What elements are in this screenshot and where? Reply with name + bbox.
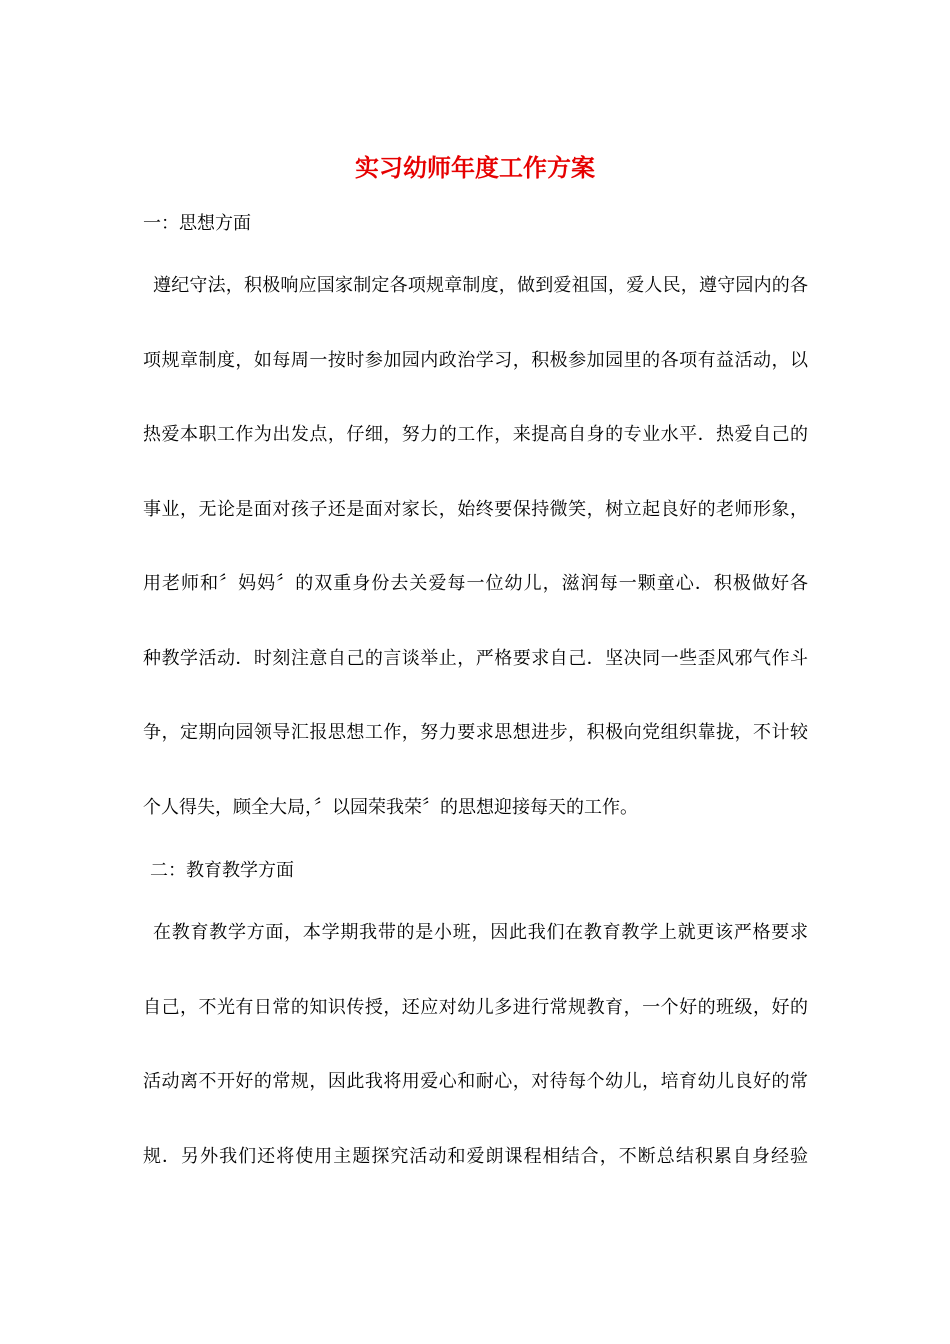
- paragraph-line: 个人得失，顾全大局，〞以园荣我荣〞的思想迎接每天的工作。: [143, 797, 638, 818]
- section-heading-thought: 一：思想方面: [143, 213, 251, 234]
- paragraph-line: 在教育教学方面，本学期我带的是小班，因此我们在教育教学上就更该严格要求: [153, 922, 808, 943]
- document-title: 实习幼师年度工作方案: [355, 153, 595, 182]
- paragraph-line: 事业，无论是面对孩子还是面对家长，始终要保持微笑，树立起良好的老师形象，: [143, 499, 808, 520]
- paragraph-line: 规．另外我们还将使用主题探究活动和爱朗课程相结合，不断总结积累自身经验: [143, 1146, 808, 1167]
- paragraph-line: 遵纪守法，积极响应国家制定各项规章制度，做到爱祖国，爱人民，遵守园内的各: [153, 275, 808, 296]
- paragraph-line: 热爱本职工作为出发点，仔细，努力的工作，来提高自身的专业水平．热爱自己的: [143, 424, 808, 445]
- paragraph-line: 自己，不光有日常的知识传授，还应对幼儿多进行常规教育，一个好的班级，好的: [143, 997, 808, 1018]
- section-heading-teaching: 二：教育教学方面: [150, 860, 294, 881]
- paragraph-line: 活动离不开好的常规，因此我将用爱心和耐心，对待每个幼儿，培育幼儿良好的常: [143, 1071, 808, 1092]
- paragraph-line: 种教学活动．时刻注意自己的言谈举止，严格要求自己．坚决同一些歪风邪气作斗: [143, 648, 808, 669]
- paragraph-line: 项规章制度，如每周一按时参加园内政治学习，积极参加园里的各项有益活动，以: [143, 350, 808, 371]
- paragraph-line: 用老师和〞妈妈〞的双重身份去关爱每一位幼儿，滋润每一颗童心．积极做好各: [143, 573, 808, 594]
- paragraph-line: 争，定期向园领导汇报思想工作，努力要求思想进步，积极向党组织靠拢，不计较: [143, 722, 808, 743]
